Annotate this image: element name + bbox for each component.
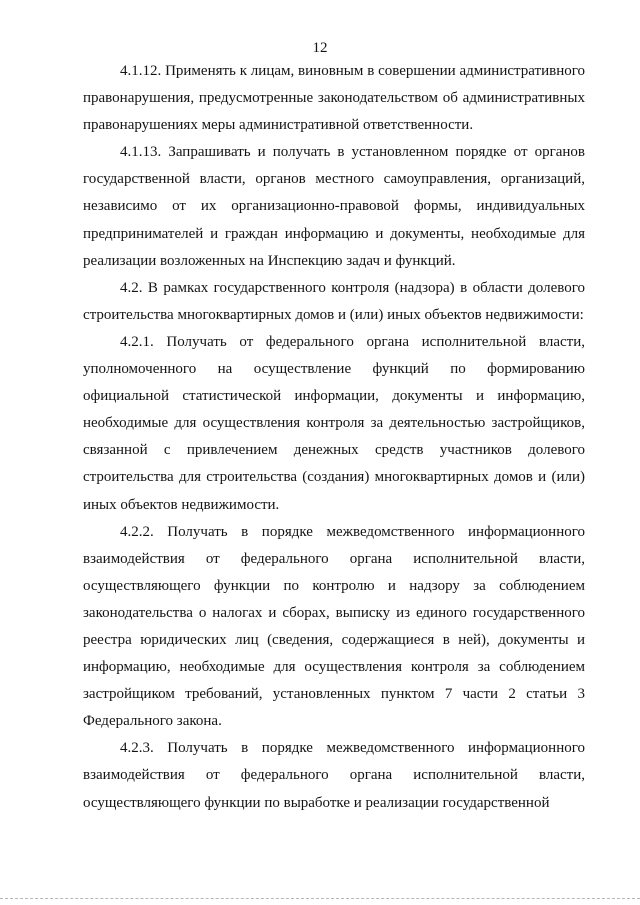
- paragraph-4-1-12: 4.1.12. Применять к лицам, виновным в совершении административного правонарушения, предусмотренные законодательством об административных правонарушениях меры административной ответственности.: [83, 63, 585, 134]
- paragraph-4-2-3: 4.2.3. Получать в порядке межведомственного информационного взаимодействия от федерального органа исполнительной власти, осуществляющего функции по выработке и реализации государственной: [83, 740, 585, 811]
- scan-edge-line: [0, 898, 640, 900]
- paragraph-4-1-13: 4.1.13. Запрашивать и получать в установленном порядке от органов государственной власти, органов местного самоуправления, организаций, независимо от их организационно-правовой формы, индивидуальных предпринимателей и граждан информацию и документы, необходимые для реализации возложенных на Инспекцию задач и функций.: [83, 144, 585, 269]
- page-number: 12: [312, 40, 328, 56]
- paragraph-4-2: 4.2. В рамках государственного контроля (надзора) в области долевого строительства многоквартирных домов и (или) иных объектов недвижимости:: [83, 279, 585, 323]
- document-body: [83, 58, 585, 817]
- paragraph-4-2-1: 4.2.1. Получать от федерального органа исполнительной власти, уполномоченного на осуществление функций по формированию официальной статистической информации, документы и информацию, необходимые для осуществления контроля за деятельностью застройщиков, связанной с привлечением денежных средств участников долевого строительства для строительства (создания) многоквартирных домов и (или) иных объектов недвижимости.: [83, 333, 585, 513]
- paragraph-4-2-2: 4.2.2. Получать в порядке межведомственного информационного взаимодействия от федерального органа исполнительной власти, осуществляющего функции по контролю и надзору за соблюдением законодательства о налогах и сборах, выписку из единого государственного реестра юридических лиц (сведения, содержащиеся в ней), документы и информацию, необходимые для осуществления контроля за соблюдением застройщиком требований, установленных пунктом 7 части 2 статьи 3 Федерального закона.: [83, 523, 585, 730]
